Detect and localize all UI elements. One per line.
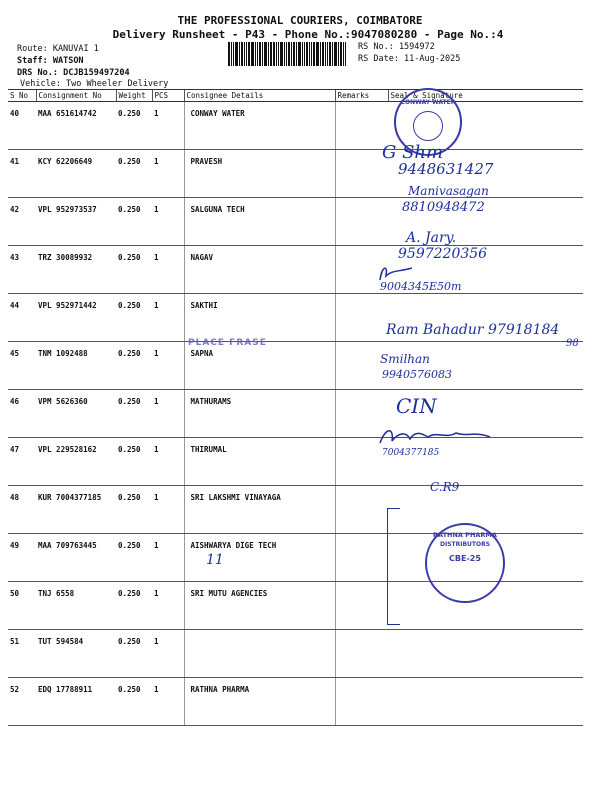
cell-remarks [335, 534, 388, 582]
barcode-bar [291, 42, 292, 66]
signature-46-name: Smilhan [380, 352, 430, 366]
barcode-bar [343, 42, 344, 66]
cell-consignee: NAGAV [184, 246, 335, 294]
header-sno: S No [8, 90, 36, 102]
cell-consignment: VPL 952971442 [36, 294, 116, 342]
signature-45-tail: 98 [566, 338, 579, 349]
cell-remarks [335, 582, 388, 630]
cell-weight: 0.250 [116, 198, 152, 246]
barcode-bar [228, 42, 230, 66]
table-row [8, 438, 583, 486]
cell-consignment: EDQ 17788911 [36, 678, 116, 726]
table-row [8, 486, 583, 534]
barcode-bar [322, 42, 324, 66]
cell-weight: 0.250 [116, 150, 152, 198]
header-consignee: Consignee Details [184, 90, 335, 102]
barcode-bar [270, 42, 272, 66]
rs-date: RS Date: 11-Aug-2025 [358, 54, 461, 64]
table-row [8, 390, 583, 438]
vehicle: Vehicle: Two Wheeler Delivery [20, 79, 169, 89]
barcode-bar [332, 42, 333, 66]
barcode-bar [340, 42, 342, 66]
barcode-bar [239, 42, 240, 66]
drs-label: DRS No.: [17, 68, 58, 78]
barcode-bar [268, 42, 269, 66]
barcode-bar [251, 42, 254, 66]
cell-weight: 0.250 [116, 582, 152, 630]
cell-sno: 42 [8, 198, 36, 246]
rathna-seal-top: RATHNA PHARMA [433, 531, 497, 539]
table-row [8, 342, 583, 390]
cell-consignee: SRI LAKSHMI VINAYAGA [184, 486, 335, 534]
barcode-bar [273, 42, 275, 66]
barcode-bar [306, 42, 308, 66]
cell-consignment: VPL 952973537 [36, 198, 116, 246]
barcode-bar [302, 42, 303, 66]
cell-consignee: MATHURAMS [184, 390, 335, 438]
cell-pcs: 1 [152, 390, 184, 438]
barcode-bar [288, 42, 290, 66]
cell-pcs: 1 [152, 342, 184, 390]
cell-consignment: TNJ 6558 [36, 582, 116, 630]
signature-47: CIN [396, 394, 437, 418]
cell-weight: 0.250 [116, 486, 152, 534]
staff-value: WATSON [52, 56, 84, 66]
conway-seal-text: CONWAY WATER [400, 99, 456, 106]
header-signature: Seal & Signature [388, 90, 583, 102]
table-row [8, 198, 583, 246]
cell-weight: 0.250 [116, 534, 152, 582]
cell-weight: 0.250 [116, 630, 152, 678]
barcode-bar [286, 42, 287, 66]
signature-41-phone: 9448631427 [398, 160, 494, 178]
cell-sno: 48 [8, 486, 36, 534]
cell-consignment: TUT 594584 [36, 630, 116, 678]
rathna-seal-side: DISTRIBUTORS [439, 541, 491, 548]
cell-consignee: CONWAY WATER [184, 102, 335, 150]
company-title: THE PROFESSIONAL COURIERS, COIMBATORE [177, 14, 423, 27]
header-pcs: PCS [152, 90, 184, 102]
rs-number: RS No.: 1594972 [358, 42, 435, 52]
cell-consignee: AISHWARYA DIGE TECH [184, 534, 335, 582]
cell-sno: 50 [8, 582, 36, 630]
cell-pcs: 1 [152, 678, 184, 726]
cell-remarks [335, 294, 388, 342]
barcode-bar [309, 42, 310, 66]
barcode-bar [284, 42, 285, 66]
cell-weight: 0.250 [116, 390, 152, 438]
barcode-bar [231, 42, 232, 66]
cell-sno: 41 [8, 150, 36, 198]
cell-pcs: 1 [152, 246, 184, 294]
cell-remarks [335, 150, 388, 198]
cell-sno: 49 [8, 534, 36, 582]
cell-weight: 0.250 [116, 294, 152, 342]
signature-46-phone: 9940576083 [382, 368, 452, 381]
signature-43-name: A. Jary. [406, 230, 457, 246]
cell-pcs: 1 [152, 102, 184, 150]
table-header-row [8, 90, 583, 102]
cell-consignment: VPL 229528162 [36, 438, 116, 486]
barcode-bar [248, 42, 250, 66]
cell-consignment: KUR 7004377185 [36, 486, 116, 534]
barcode-bar [233, 42, 234, 66]
place-stamp: PLACE FRASE [188, 338, 267, 348]
conway-seal-inner-ring [413, 111, 443, 141]
cell-pcs: 1 [152, 534, 184, 582]
barcode-bar [345, 42, 346, 66]
signature-43-phone: 9597220356 [398, 246, 488, 262]
signature-41-name: G Shm [382, 142, 444, 163]
signature-42-phone: 8810948472 [402, 200, 485, 215]
drs-number [17, 68, 130, 78]
barcode-bar [235, 42, 238, 66]
cell-consignment: TRZ 30089932 [36, 246, 116, 294]
barcode-bar [313, 42, 315, 66]
barcode-bar [293, 42, 295, 66]
barcode-bar [262, 42, 263, 66]
cell-consignee [184, 630, 335, 678]
barcode-bar [246, 42, 247, 66]
barcode-bar [257, 42, 258, 66]
barcode-bar [264, 42, 267, 66]
barcode [228, 42, 352, 66]
cell-consignee: SAPNA [184, 342, 335, 390]
cell-sno: 51 [8, 630, 36, 678]
cell-remarks [335, 102, 388, 150]
barcode-bar [304, 42, 305, 66]
drs-value: DCJB159497204 [63, 68, 130, 78]
cell-sno: 46 [8, 390, 36, 438]
cell-consignee: RATHNA PHARMA [184, 678, 335, 726]
signature-49: C.R9 [430, 480, 460, 494]
barcode-bar [278, 42, 279, 66]
cell-weight: 0.250 [116, 678, 152, 726]
signature-48-phone: 7004377185 [382, 448, 440, 458]
cell-consignment: VPM 5626360 [36, 390, 116, 438]
route: Route: KANUVAI 1 [17, 44, 99, 54]
signature-48-scribble [376, 425, 496, 451]
rathna-pharma-seal [425, 523, 505, 603]
runsheet-table [8, 89, 583, 726]
barcode-bar [255, 42, 256, 66]
table-row [8, 246, 583, 294]
cell-sno: 45 [8, 342, 36, 390]
signature-44-scribble [376, 262, 416, 284]
cell-signature [388, 486, 583, 534]
cell-remarks [335, 630, 388, 678]
cell-remarks [335, 198, 388, 246]
mark-51: 11 [206, 552, 224, 568]
barcode-bar [334, 42, 337, 66]
cell-consignee: SAKTHI [184, 294, 335, 342]
cell-pcs: 1 [152, 294, 184, 342]
barcode-bar [296, 42, 297, 66]
cell-pcs: 1 [152, 486, 184, 534]
barcode-bar [325, 42, 326, 66]
cell-consignment: MAA 651614742 [36, 102, 116, 150]
cell-sno: 40 [8, 102, 36, 150]
cell-pcs: 1 [152, 630, 184, 678]
cell-consignee: THIRUMAL [184, 438, 335, 486]
cell-pcs: 1 [152, 150, 184, 198]
cell-consignee: SRI MUTU AGENCIES [184, 582, 335, 630]
cell-weight: 0.250 [116, 102, 152, 150]
signature-45: Ram Bahadur 97918184 [386, 322, 560, 338]
signature-42-name: Manivasagan [408, 184, 489, 198]
barcode-bar [327, 42, 328, 66]
cell-sno: 47 [8, 438, 36, 486]
barcode-bar [280, 42, 283, 66]
cell-consignment: KCY 62206649 [36, 150, 116, 198]
table-row [8, 150, 583, 198]
cell-pcs: 1 [152, 198, 184, 246]
barcode-bar [259, 42, 261, 66]
barcode-bar [316, 42, 319, 66]
cell-consignment: MAA 709763445 [36, 534, 116, 582]
barcode-bar [329, 42, 331, 66]
barcode-bar [244, 42, 245, 66]
barcode-bar [241, 42, 243, 66]
barcode-bar [276, 42, 277, 66]
staff-label: Staff: [17, 56, 48, 66]
cell-sno: 52 [8, 678, 36, 726]
barcode-bar [320, 42, 321, 66]
cell-sno: 43 [8, 246, 36, 294]
signature-bracket [387, 508, 400, 625]
cell-consignee: PRAVESH [184, 150, 335, 198]
cell-sno: 44 [8, 294, 36, 342]
cell-weight: 0.250 [116, 438, 152, 486]
cell-signature [388, 678, 583, 726]
header-consignment: Consignment No [36, 90, 116, 102]
table-row [8, 582, 583, 630]
barcode-bar [338, 42, 339, 66]
cell-pcs: 1 [152, 438, 184, 486]
rathna-seal-center: CBE-25 [449, 554, 481, 563]
runsheet-subtitle: Delivery Runsheet - P43 - Phone No.:9047080280 - Page No.:4 [112, 28, 504, 41]
signature-44: 9004345E50m [380, 280, 462, 293]
cell-consignment: TNM 1092488 [36, 342, 116, 390]
table-row [8, 678, 583, 726]
cell-weight: 0.250 [116, 342, 152, 390]
header-remarks: Remarks [335, 90, 388, 102]
cell-consignee: SALGUNA TECH [184, 198, 335, 246]
cell-remarks [335, 486, 388, 534]
cell-signature [388, 630, 583, 678]
staff [17, 56, 84, 66]
cell-pcs: 1 [152, 582, 184, 630]
cell-weight: 0.250 [116, 246, 152, 294]
cell-remarks [335, 678, 388, 726]
barcode-bar [298, 42, 301, 66]
barcode-bar [311, 42, 312, 66]
table-row [8, 630, 583, 678]
table-row [8, 102, 583, 150]
header-weight: Weight [116, 90, 152, 102]
